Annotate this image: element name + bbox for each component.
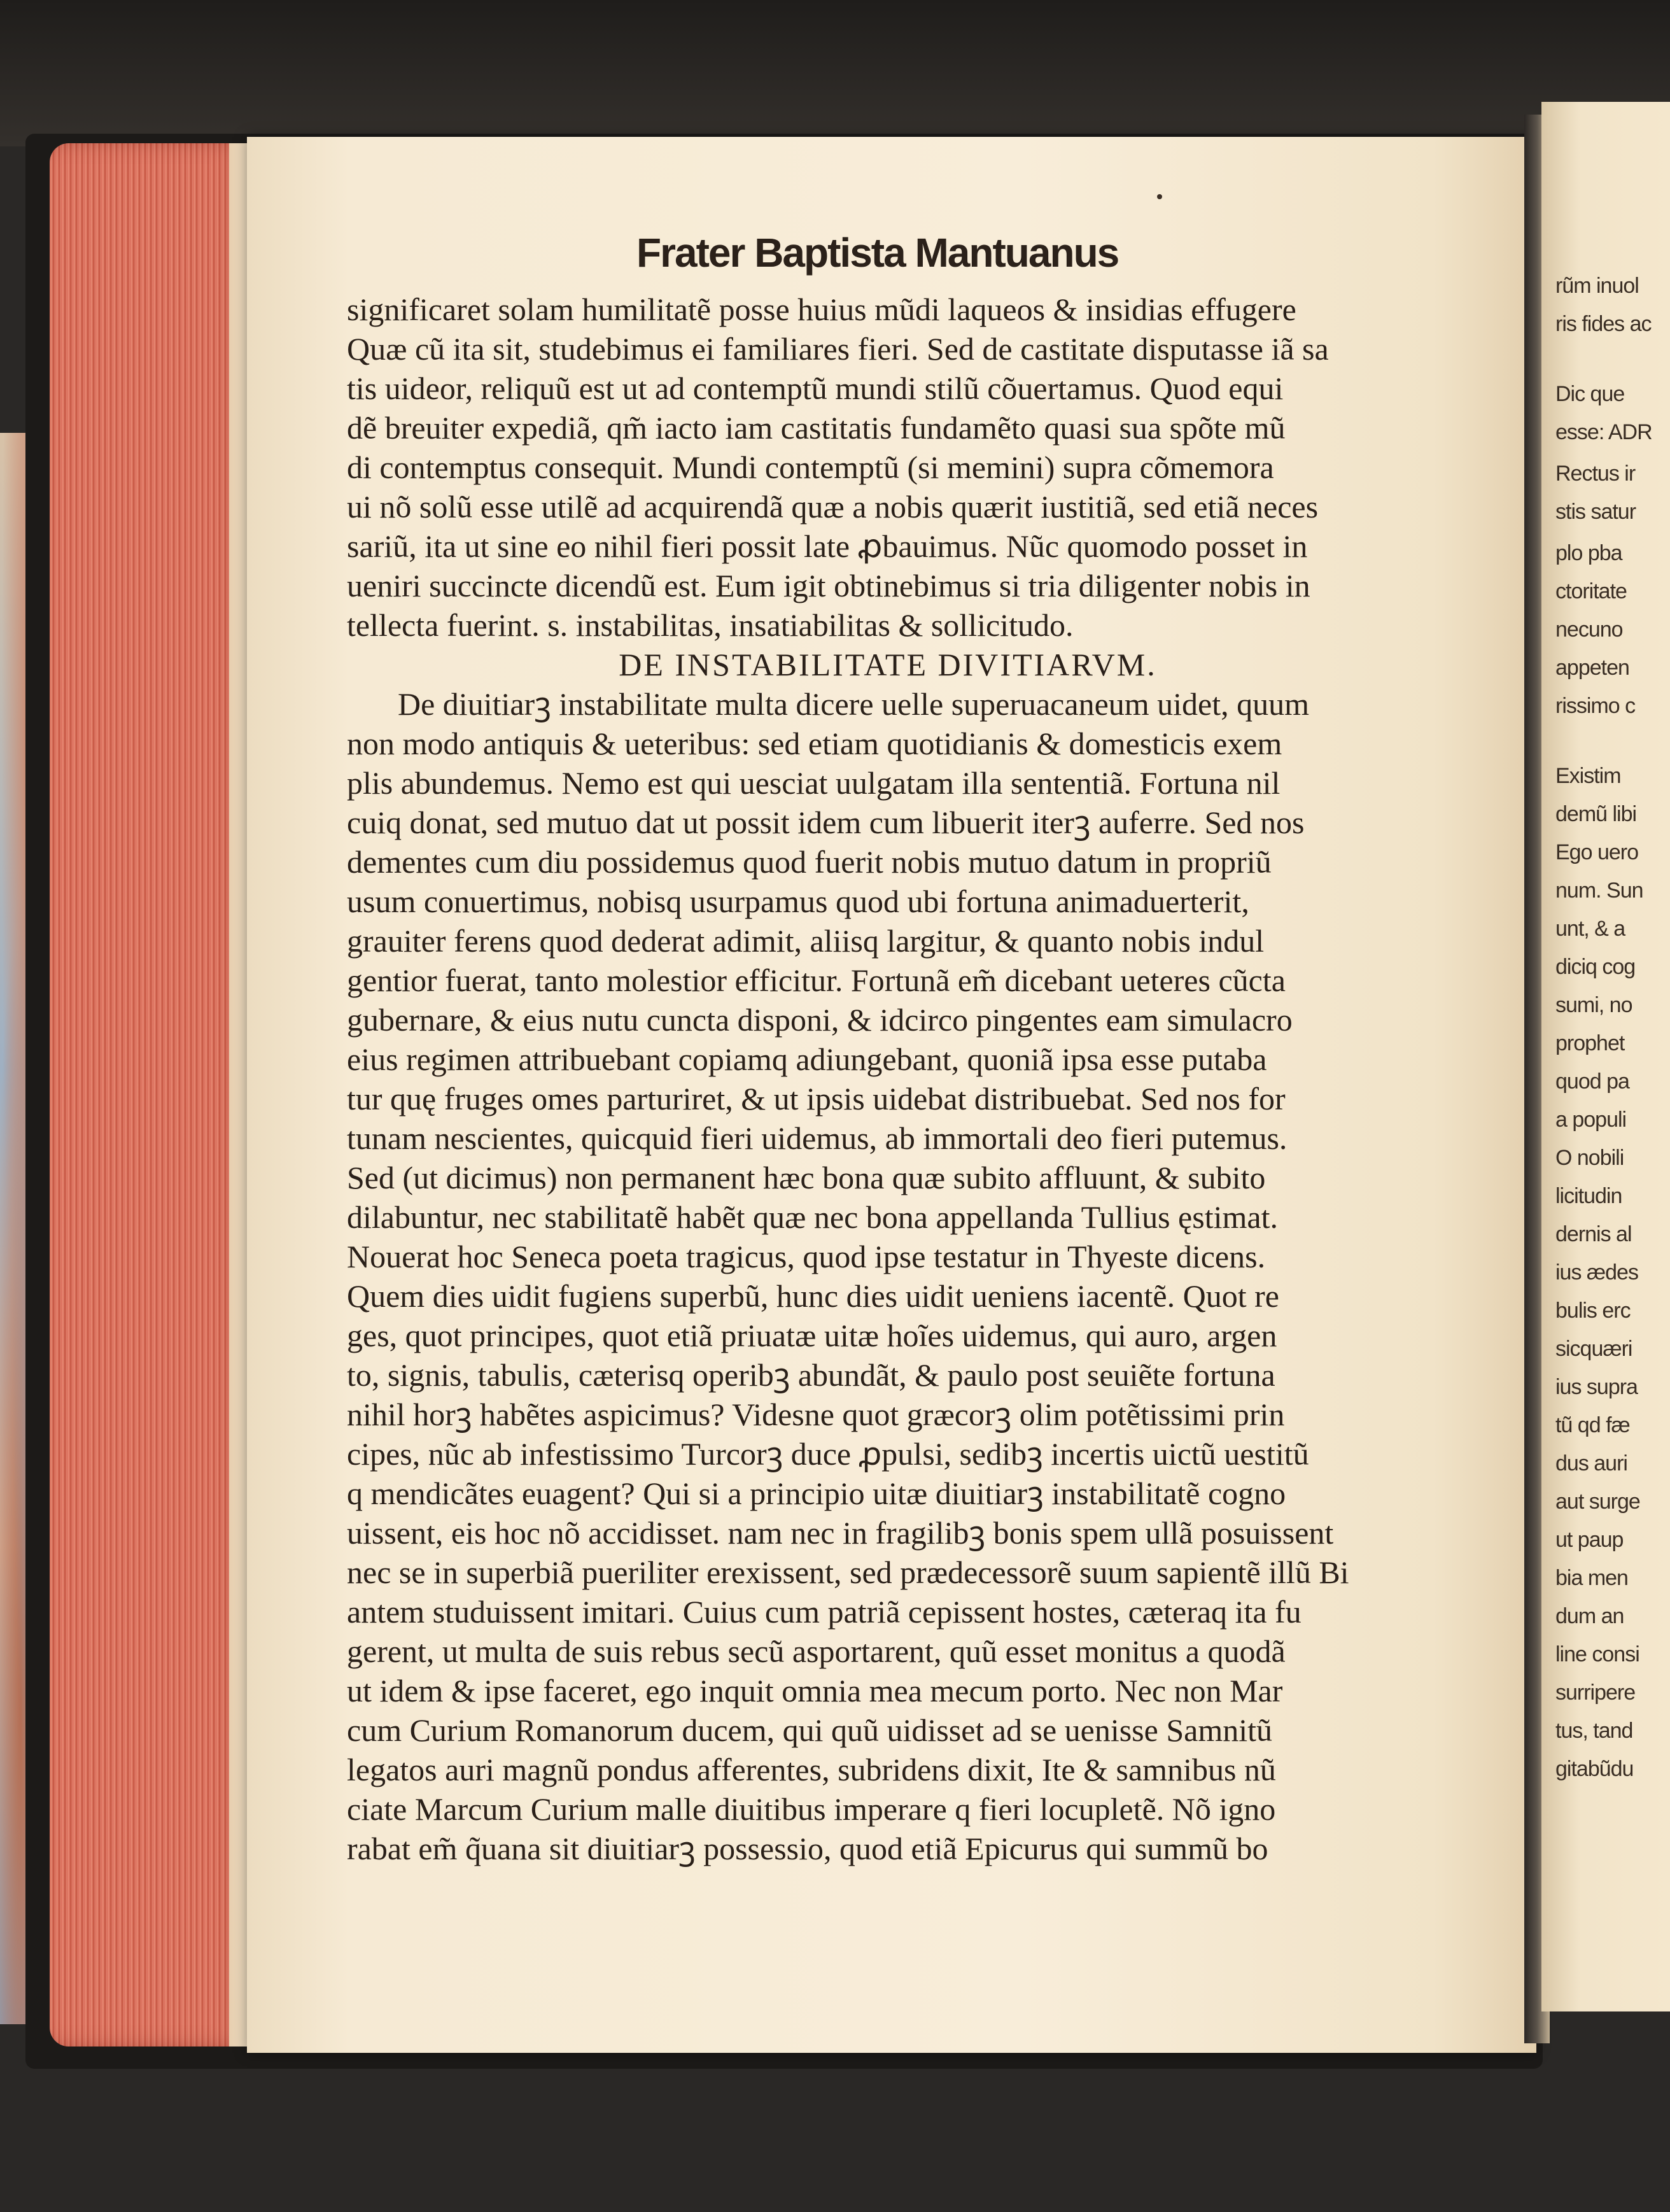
facing-page-fragment: a populi <box>1555 1108 1627 1132</box>
facing-page-fragment: rissimo c <box>1555 694 1636 718</box>
photo-backdrop <box>0 0 1670 146</box>
facing-page-fragment: sumi, no <box>1555 993 1632 1017</box>
text-line: usum conuertimus, nobisq usurpamus quod ubi fortuna animaduerterit, <box>347 884 1249 919</box>
facing-page-fragment: necuno <box>1555 617 1623 642</box>
red-page-edges <box>50 143 247 2046</box>
text-line: gentior fuerat, tanto molestior efficitur. Fortunã em̃ dicebant ueteres cũcta <box>347 962 1286 998</box>
text-line: De diuitiarꝫ instabilitate multa dicere uelle superuacaneum uidet, quum <box>398 686 1310 722</box>
text-line: di contemptus consequit. Mundi contemptũ (si memini) supra cõmemora <box>347 449 1274 485</box>
text-line: tellecta fuerint. s. instabilitas, insatiabilitas & sollicitudo. <box>347 607 1074 643</box>
facing-page-fragment: ctoritate <box>1555 579 1627 603</box>
facing-page-fragment: ius supra <box>1555 1375 1638 1399</box>
text-line: sariũ, ita ut sine eo nihil fieri possit late ꝓbauimus. Nũc quomodo posset in <box>347 528 1308 564</box>
text-line: non modo antiquis & ueteribus: sed etiam quotidianis & domesticis exem <box>347 726 1282 761</box>
facing-page-fragment: num. Sun <box>1555 878 1643 903</box>
facing-page-fragment: ius ædes <box>1555 1260 1638 1285</box>
facing-page-fragment: rũm inuol <box>1555 274 1639 298</box>
text-line: cuiq donat, sed mutuo dat ut possit idem cum libuerit iterꝫ auferre. Sed nos <box>347 805 1305 840</box>
text-line: Nouerat hoc Seneca poeta tragicus, quod ipse testatur in Thyeste dicens. <box>347 1239 1266 1274</box>
text-line: to, signis, tabulis, cæterisq operibꝫ abundãt, & paulo post seuiẽte fortuna <box>347 1357 1275 1393</box>
facing-page-fragment: ut paup <box>1555 1528 1624 1552</box>
facing-page-fragment: diciq cog <box>1555 955 1636 979</box>
text-line: rabat em̃ q̃uana sit diuitiarꝫ possessio, quod etiã Epicurus qui summũ bo <box>347 1831 1268 1866</box>
facing-page-fragment: tũ qd fæ <box>1555 1413 1630 1437</box>
facing-page-fragment: stis satur <box>1555 500 1636 524</box>
facing-page-fragment: Dic que <box>1555 382 1625 406</box>
running-title: Frater Baptista Mantuanus <box>636 230 1119 276</box>
facing-page-fragment: dus auri <box>1555 1451 1627 1476</box>
facing-page-fragment: Rectus ir <box>1555 461 1636 486</box>
facing-page-fragment: quod pa <box>1555 1069 1629 1094</box>
facing-page-fragment: line consi <box>1555 1642 1639 1666</box>
text-line: dementes cum diu possidemus quod fuerit nobis mutuo datum in propriũ <box>347 844 1272 880</box>
facing-page-fragment: demũ libi <box>1555 802 1637 826</box>
text-line: plis abundemus. Nemo est qui uesciat uulgatam illa sententiã. Fortuna nil <box>347 765 1281 801</box>
facing-page-fragment: sicquæri <box>1555 1337 1632 1361</box>
text-line: antem studuissent imitari. Cuius cum patriã cepissent hostes, cæteraq ita fu <box>347 1594 1302 1630</box>
text-line: Sed (ut dicimus) non permanent hæc bona quæ subito affluunt, & subito <box>347 1160 1266 1195</box>
text-line: cum Curium Romanorum ducem, qui quũ uidisset ad se uenisse Samnitũ <box>347 1712 1273 1748</box>
text-line: ueniri succincte dicendũ est. Eum igit obtinebimus si tria diligenter nobis in <box>347 568 1310 603</box>
facing-page-fragment: Existim <box>1555 764 1621 788</box>
text-line: nihil horꝫ habẽtes aspicimus? Videsne quot græcorꝫ olim potẽtissimi prin <box>347 1397 1285 1432</box>
text-line: tis uideor, reliquũ est ut ad contemptũ mundi stilũ cõuertamus. Quod equi <box>347 370 1284 406</box>
text-line: cipes, nũc ab infestissimo Turcorꝫ duce ꝓpulsi, sedibꝫ incertis uictũ uestitũ <box>347 1436 1309 1472</box>
facing-page-fragment: aut surge <box>1555 1490 1640 1514</box>
text-line: gerent, ut multa de suis rebus secũ asportarent, quũ esset monitus a quodã <box>347 1633 1286 1669</box>
text-line: ges, quot principes, quot etiã priuatæ uitæ hoĩes uidemus, qui auro, argen <box>347 1318 1277 1353</box>
text-line: significaret solam humilitatẽ posse huius mũdi laqueos & insidias effugere <box>347 292 1296 327</box>
facing-page-fragment: bulis erc <box>1555 1299 1631 1323</box>
facing-page-fragment: ris fides ac <box>1555 312 1652 336</box>
facing-page-fragment: esse: ADR <box>1555 420 1652 444</box>
text-line: tur quę fruges omes parturiret, & ut ipsis uidebat distribuebat. Sed nos for <box>347 1081 1286 1117</box>
text-line: Quæ cũ ita sit, studebimus ei familiares fieri. Sed de castitate disputasse iã sa <box>347 331 1329 367</box>
facing-page-fragment: prophet <box>1555 1031 1625 1055</box>
facing-page-fragment: bia men <box>1555 1566 1628 1590</box>
ink-speck <box>1157 194 1162 199</box>
paragraph-before-heading <box>347 290 1429 645</box>
facing-page-fragment: tus, tand <box>1555 1719 1633 1743</box>
facing-page-fragment: O nobili <box>1555 1146 1624 1170</box>
text-line: tunam nescientes, quicquid fieri uidemus, ab immortali deo fieri putemus. <box>347 1120 1288 1156</box>
facing-page-fragment: dernis al <box>1555 1222 1632 1246</box>
text-line: Quem dies uidit fugiens superbũ, hunc dies uidit ueniens iacentẽ. Quot re <box>347 1278 1279 1314</box>
facing-page <box>1541 102 1670 2011</box>
text-line: dẽ breuiter expediã, qm̃ iacto iam castitatis fundamẽto quasi sua spõte mũ <box>347 410 1286 446</box>
text-line: gubernare, & eius nutu cuncta disponi, & idcirco pingentes eam simulacro <box>347 1002 1293 1038</box>
text-line: eius regimen attribuebant copiamq adiungebant, quoniã ipsa esse putaba <box>347 1041 1267 1077</box>
facing-page-fragment: surripere <box>1555 1680 1636 1705</box>
section-heading: DE INSTABILITATE DIVITIARVM. <box>619 647 1157 682</box>
text-line: legatos auri magnũ pondus afferentes, subridens dixit, Ite & samnibus nũ <box>347 1752 1276 1787</box>
text-line: grauiter ferens quod dederat adimit, aliisq largitur, & quanto nobis indul <box>347 923 1265 959</box>
facing-page-fragment: plo pba <box>1555 541 1622 565</box>
text-line: ui nõ solũ esse utilẽ ad acquirendã quæ a nobis quærit iustitiã, sed etiã neces <box>347 489 1319 525</box>
facing-page-fragment: appeten <box>1555 656 1629 680</box>
facing-page-fragment: unt, & a <box>1555 917 1625 941</box>
text-line: ut idem & ipse faceret, ego inquit omnia mea mecum porto. Nec non Mar <box>347 1673 1283 1708</box>
text-line: dilabuntur, nec stabilitatẽ habẽt quæ nec bona appellanda Tullius ęstimat. <box>347 1199 1278 1235</box>
text-line: ciate Marcum Curium malle diuitibus imperare q fieri locupletẽ. Nõ igno <box>347 1791 1276 1827</box>
facing-page-fragment: licitudin <box>1555 1184 1622 1208</box>
facing-page-fragment: gitabũdu <box>1555 1757 1634 1781</box>
text-line: nec se in superbiã pueriliter erexissent, sed prædecessorẽ suum sapientẽ illũ Bi <box>347 1554 1349 1590</box>
main-text-block <box>347 290 1429 1868</box>
paragraph-after-heading <box>347 684 1429 1868</box>
text-line: q mendicãtes euagent? Qui si a principio uitæ diuitiarꝫ instabilitatẽ cogno <box>347 1476 1286 1511</box>
facing-page-fragment: Ego uero <box>1555 840 1638 864</box>
facing-page-fragment: dum an <box>1555 1604 1624 1628</box>
text-line: uissent, eis hoc nõ accidisset. nam nec in fragilibꝫ bonis spem ullã posuissent <box>347 1515 1334 1551</box>
